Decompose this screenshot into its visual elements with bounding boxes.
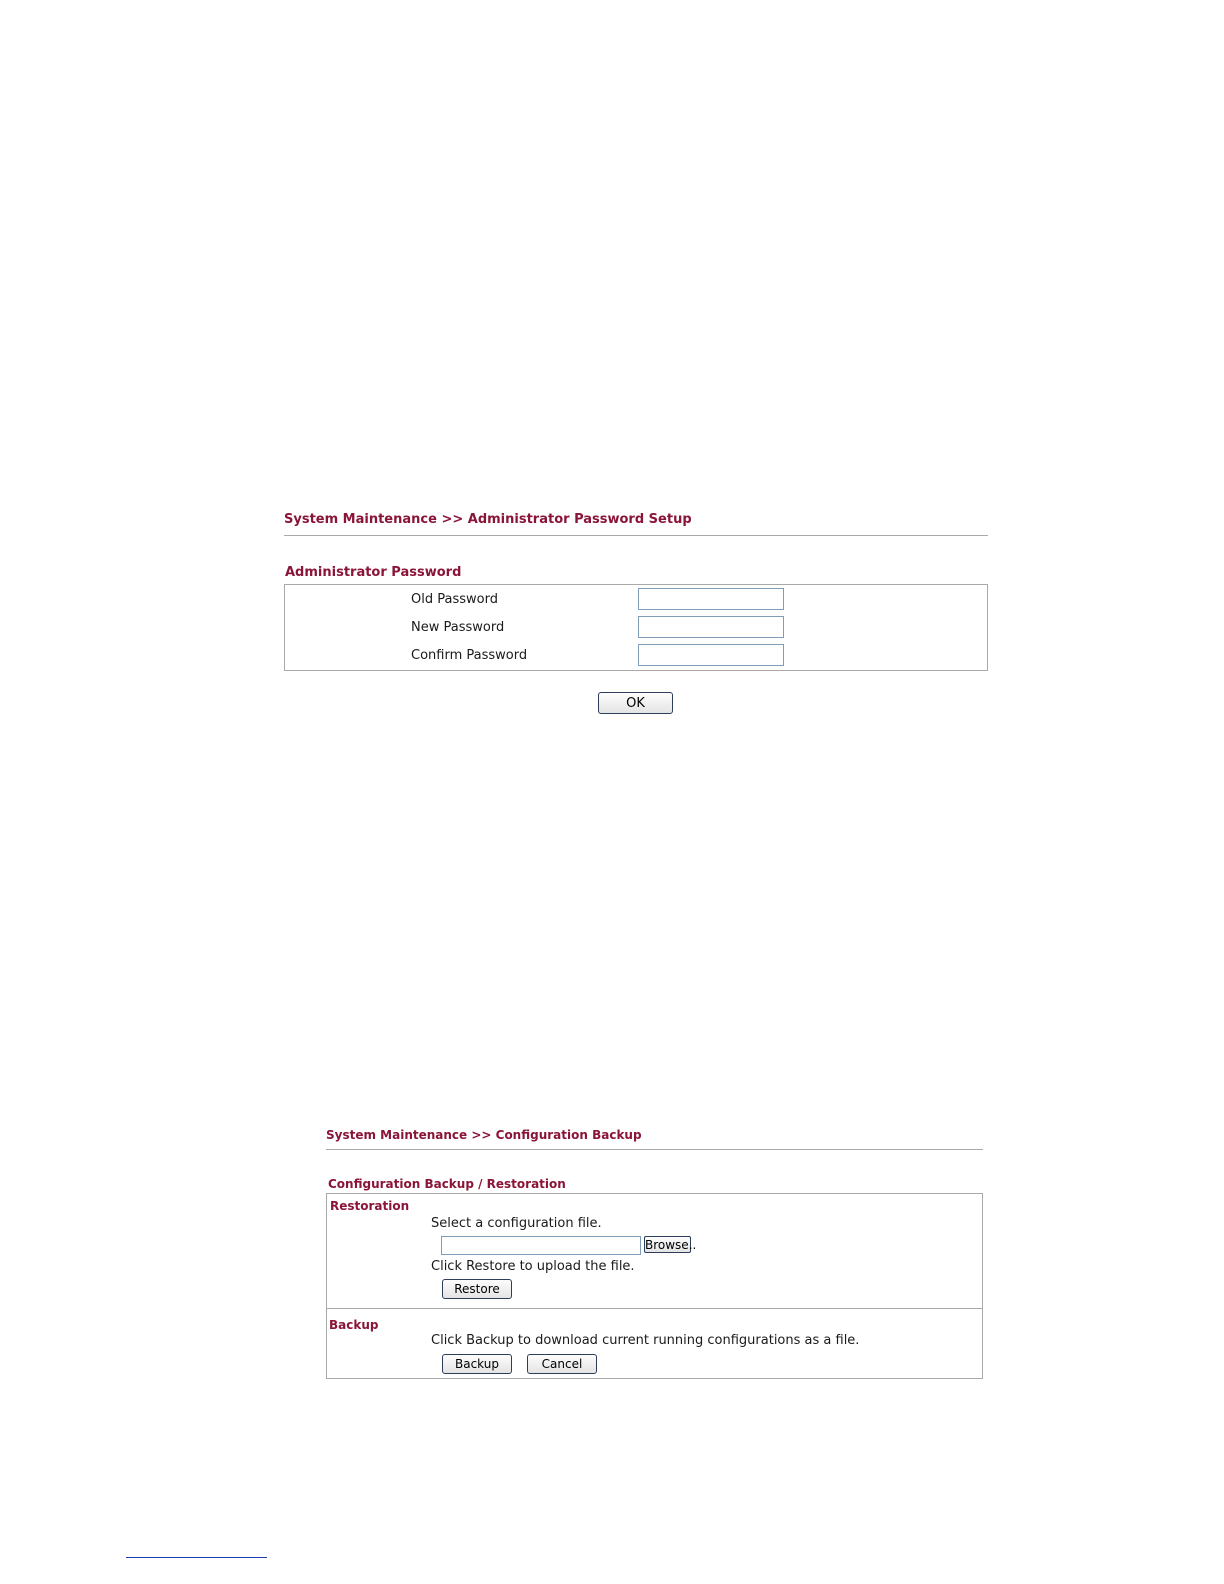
confirm-password-label: Confirm Password — [411, 648, 528, 663]
ok-button[interactable]: OK — [598, 692, 673, 714]
new-password-field[interactable] — [638, 616, 784, 638]
config-backup-panel — [326, 1193, 983, 1379]
old-password-field[interactable] — [638, 588, 784, 610]
select-file-text: Select a configuration file. — [431, 1216, 602, 1231]
restore-hint-text: Click Restore to upload the file. — [431, 1259, 635, 1274]
old-password-label: Old Password — [411, 592, 498, 607]
restore-button[interactable]: Restore — [442, 1279, 512, 1299]
footnote-link-underline — [126, 1557, 267, 1558]
breadcrumb: System Maintenance >> Administrator Password Setup — [284, 512, 692, 527]
confirm-password-field[interactable] — [638, 644, 784, 666]
config-file-input[interactable] — [441, 1236, 641, 1255]
backup-button[interactable]: Backup — [442, 1354, 512, 1374]
new-password-label: New Password — [411, 620, 505, 635]
backup-title: Backup — [329, 1318, 379, 1332]
restoration-title: Restoration — [330, 1199, 410, 1213]
breadcrumb: System Maintenance >> Configuration Backup — [326, 1128, 642, 1142]
admin-password-panel — [284, 584, 988, 671]
section-title: Administrator Password — [285, 565, 462, 580]
backup-hint-text: Click Backup to download current running configurations as a file. — [431, 1333, 860, 1348]
cancel-button[interactable]: Cancel — [527, 1354, 597, 1374]
breadcrumb-divider — [326, 1149, 983, 1150]
breadcrumb-divider — [284, 535, 988, 536]
section-title: Configuration Backup / Restoration — [328, 1177, 566, 1191]
browse-button[interactable]: Browse.. — [645, 1237, 697, 1252]
section-divider — [327, 1308, 982, 1309]
